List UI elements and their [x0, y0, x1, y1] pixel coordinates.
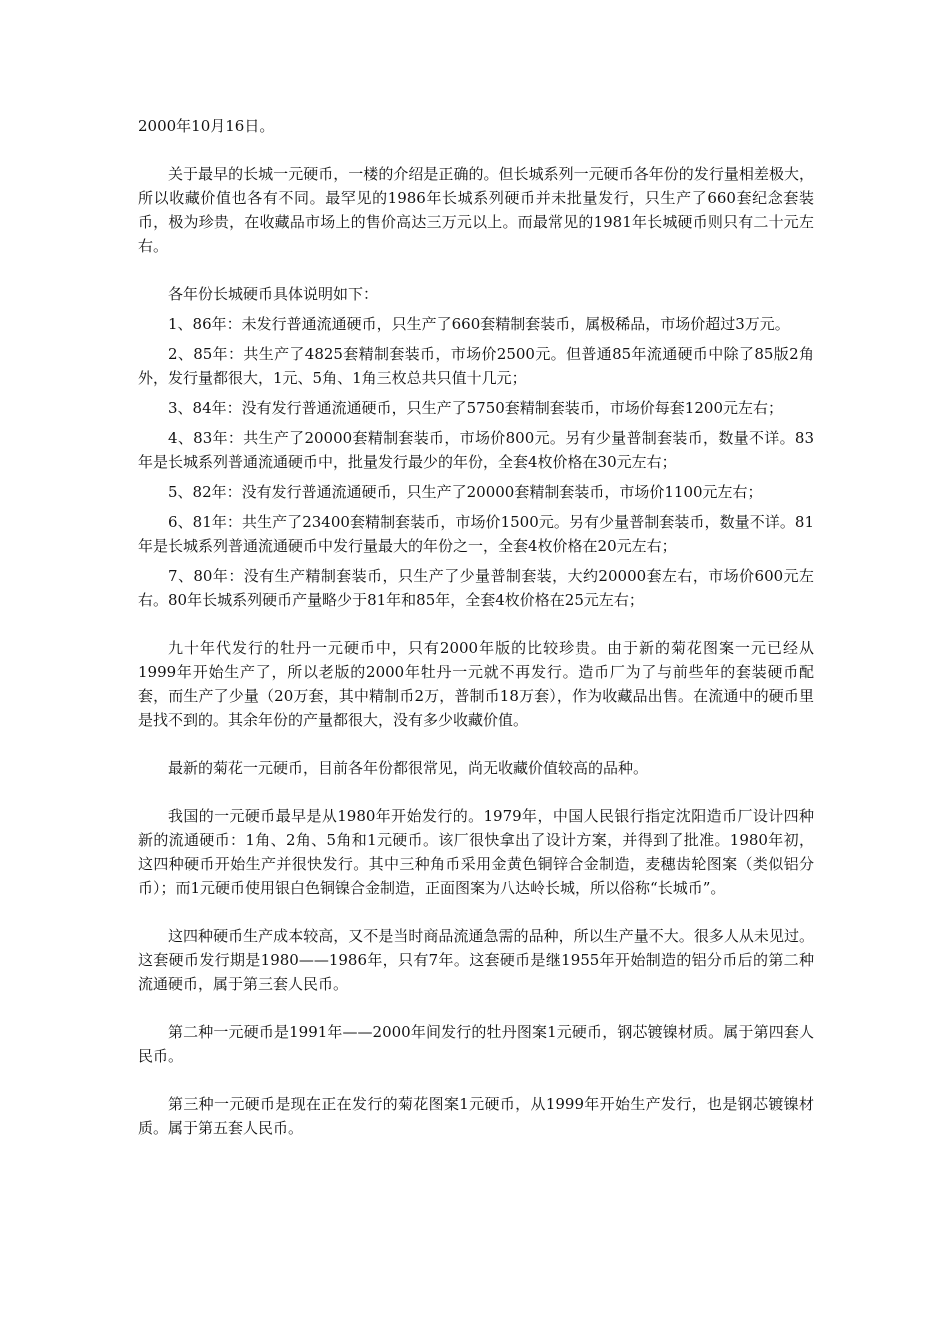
- cost-paragraph: 这四种硬币生产成本较高，又不是当时商品流通急需的品种，所以生产量不大。很多人从未见过。这套硬币发行期是1980——1986年，只有7年。这套硬币是继1955年开始制造的铝分币后的第二种流通硬币，属于第三套人民币。: [138, 927, 814, 993]
- date-line: 2000年10月16日。: [138, 117, 275, 135]
- history-paragraph: 我国的一元硬币最早是从1980年开始发行的。1979年，中国人民银行指定沈阳造币厂设计四种新的流通硬币：1角、2角、5角和1元硬币。该厂很快拿出了设计方案，并得到了批准。1980年初，这四种硬币开始生产并很快发行。其中三种角币采用金黄色铜锌合金制造，麦穗齿轮图案（类似铝分币）；而1元硬币使用银白色铜镍合金制造，正面图案为八达岭长城，所以俗称“长城币”。: [138, 807, 814, 897]
- list-item: 2、85年：共生产了4825套精制套装币，市场价2500元。但普通85年流通硬币中除了85版2角外，发行量都很大，1元、5角、1角三枚总共只值十几元；: [138, 345, 814, 387]
- list-item: 6、81年：共生产了23400套精制套装币，市场价1500元。另有少量普制套装币，数量不详。81年是长城系列普通流通硬币中发行量最大的年份之一，全套4枚价格在20元左右；: [138, 513, 814, 555]
- intro-paragraph: 关于最早的长城一元硬币，一楼的介绍是正确的。但长城系列一元硬币各年份的发行量相差极大，所以收藏价值也各有不同。最罕见的1986年长城系列硬币并未批量发行，只生产了660套纪念套装币，极为珍贵，在收藏品市场上的售价高达三万元以上。而最常见的1981年长城硬币则只有二十元左右。: [138, 165, 814, 255]
- list-item: 7、80年：没有生产精制套装币，只生产了少量普制套装，大约20000套左右，市场价600元左右。80年长城系列硬币产量略少于81年和85年，全套4枚价格在25元左右；: [138, 567, 814, 609]
- list-item: 3、84年：没有发行普通流通硬币，只生产了5750套精制套装币，市场价每套1200元左右；: [168, 399, 783, 417]
- document-body: [138, 114, 814, 1140]
- list-heading: 各年份长城硬币具体说明如下：: [168, 285, 379, 303]
- year-list: [138, 312, 814, 612]
- third-coin-paragraph: 第三种一元硬币是现在正在发行的菊花图案1元硬币，从1999年开始生产发行，也是钢芯镀镍材质。属于第五套人民币。: [138, 1095, 814, 1137]
- second-coin-paragraph: 第二种一元硬币是1991年——2000年间发行的牡丹图案1元硬币，钢芯镀镍材质。属于第四套人民币。: [138, 1023, 814, 1065]
- peony-paragraph: 九十年代发行的牡丹一元硬币中，只有2000年版的比较珍贵。由于新的菊花图案一元已经从1999年开始生产了，所以老版的2000年牡丹一元就不再发行。造币厂为了与前些年的套装硬币配套，而生产了少量（20万套，其中精制币2万，普制币18万套），作为收藏品出售。在流通中的硬币里是找不到的。其余年份的产量都很大，没有多少收藏价值。: [138, 639, 814, 729]
- list-item: 4、83年：共生产了20000套精制套装币，市场价800元。另有少量普制套装币，数量不详。83年是长城系列普通流通硬币中，批量发行最少的年份，全套4枚价格在30元左右；: [138, 429, 814, 471]
- chrysanthemum-paragraph: 最新的菊花一元硬币，目前各年份都很常见，尚无收藏价值较高的品种。: [168, 759, 649, 777]
- list-item: 1、86年：未发行普通流通硬币，只生产了660套精制套装币，属极稀品，市场价超过3万元。: [168, 315, 790, 333]
- list-item: 5、82年：没有发行普通流通硬币，只生产了20000套精制套装币，市场价1100元左右；: [168, 483, 763, 501]
